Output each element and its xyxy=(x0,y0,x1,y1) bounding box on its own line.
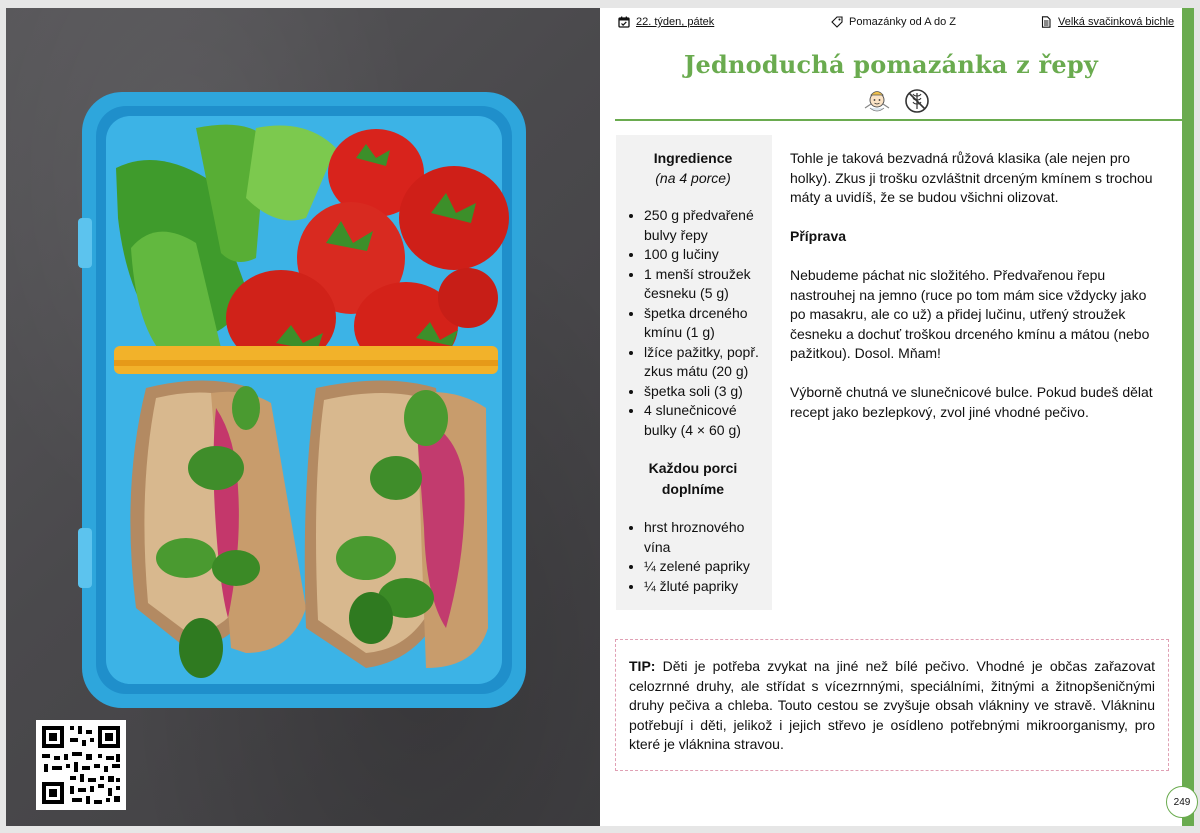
latch-left-bottom xyxy=(78,528,92,588)
recipe-title: Jednoduchá pomazánka z řepy xyxy=(684,50,1098,79)
book-link[interactable] xyxy=(1040,14,1174,30)
recipe-text-page xyxy=(600,8,1182,826)
book-label: Velká svačinková bichle xyxy=(1058,16,1175,28)
tip-box xyxy=(615,639,1169,771)
category-label-item xyxy=(831,14,956,30)
preparation-paragraph: Nebudeme páchat nic složitého. Předvařenou řepu nastrouhej na jemno (ruce po tom mám sice vždycky jako po masakru, ale co už) a přidej lučinu, utřený stroužek česneku a dochuť troškou drceného kmínu a mátou (nebo pažitkou). Dosol. Mňam! xyxy=(790,267,1150,361)
recipe-body xyxy=(790,149,1162,442)
recipe-badges xyxy=(862,88,932,114)
title-divider xyxy=(615,119,1182,121)
lunchbox-illustration xyxy=(6,8,600,826)
category-label: Pomazánky od A do Z xyxy=(849,16,957,28)
ingredients-box xyxy=(616,135,772,610)
strawberry xyxy=(438,268,498,328)
extra-item: • hrst hroznového vína xyxy=(644,518,762,557)
calendar-icon xyxy=(618,16,630,28)
tip-text: Děti je potřeba zvykat na jiné než bílé pečivo. Vhodné je občas zařazovat celozrnné druhy, ale střídat s vícezrnnými, speciálními, žitnými a žitnopšeničnými druhy pečiva a chleba. Touto cestou se zvyšuje obsah vlákniny ve stravě. Vlákninu potřebují i děti, jelikož i jejich střevo je osídleno potřebnými mikroorganismy, pro které je vláknina stravou. xyxy=(629,658,1156,752)
ingredients-list xyxy=(624,206,762,440)
qr-code[interactable] xyxy=(36,720,126,810)
ingredient-item: • 1 menší stroužek česneku (5 g) xyxy=(644,265,762,304)
sandwich-right xyxy=(305,381,488,669)
ingredient-item: • špetka drceného kmínu (1 g) xyxy=(644,304,762,343)
extra-item: • ¼ žluté papriky xyxy=(644,577,762,597)
ingredient-item: • lžíce pažitky, popř. zkus mátu (20 g) xyxy=(644,343,762,382)
extras-heading: Každou porci doplníme xyxy=(648,460,738,497)
ingredient-item: • 4 slunečnicové bulky (4 × 60 g) xyxy=(644,401,762,440)
ingredient-item: • špetka soli (3 g) xyxy=(644,382,762,402)
preparation-heading: Příprava xyxy=(790,228,847,244)
week-day-label: 22. týden, pátek xyxy=(636,16,715,28)
servings-label: (na 4 porce) xyxy=(655,169,731,186)
week-day-link[interactable] xyxy=(618,14,714,30)
document-icon xyxy=(1040,16,1052,28)
ingredient-item: • 250 g předvařené bulvy řepy xyxy=(644,206,762,245)
serving-paragraph: Výborně chutná ve slunečnicové bulce. Pokud budeš dělat recept jako bezlepkový, zvol jiné vhodné pečivo. xyxy=(790,384,1153,420)
page-edge-accent xyxy=(1182,8,1194,826)
top-navigation xyxy=(618,14,1175,34)
intro-paragraph: Tohle je taková bezvadná růžová klasika (ale nejen pro holky). Zkus ji trošku ozvláštnit drceným kmínem s trochou máty a uvidíš, že se budou všichni olizovat. xyxy=(790,150,1153,205)
extra-item: • ¼ zelené papriky xyxy=(644,557,762,577)
ingredients-heading: Ingredience xyxy=(653,150,733,166)
kid-cook-icon xyxy=(862,88,892,114)
page-number: 249 xyxy=(1166,786,1198,818)
strawberry xyxy=(399,166,509,270)
gluten-free-icon xyxy=(902,88,932,114)
lunchbox-photo xyxy=(6,8,600,826)
tip-label: TIP: xyxy=(629,658,656,674)
tag-icon xyxy=(831,16,843,28)
extras-list xyxy=(624,518,762,596)
latch-left-top xyxy=(78,218,92,268)
ingredient-item: • 100 g lučiny xyxy=(644,245,762,265)
